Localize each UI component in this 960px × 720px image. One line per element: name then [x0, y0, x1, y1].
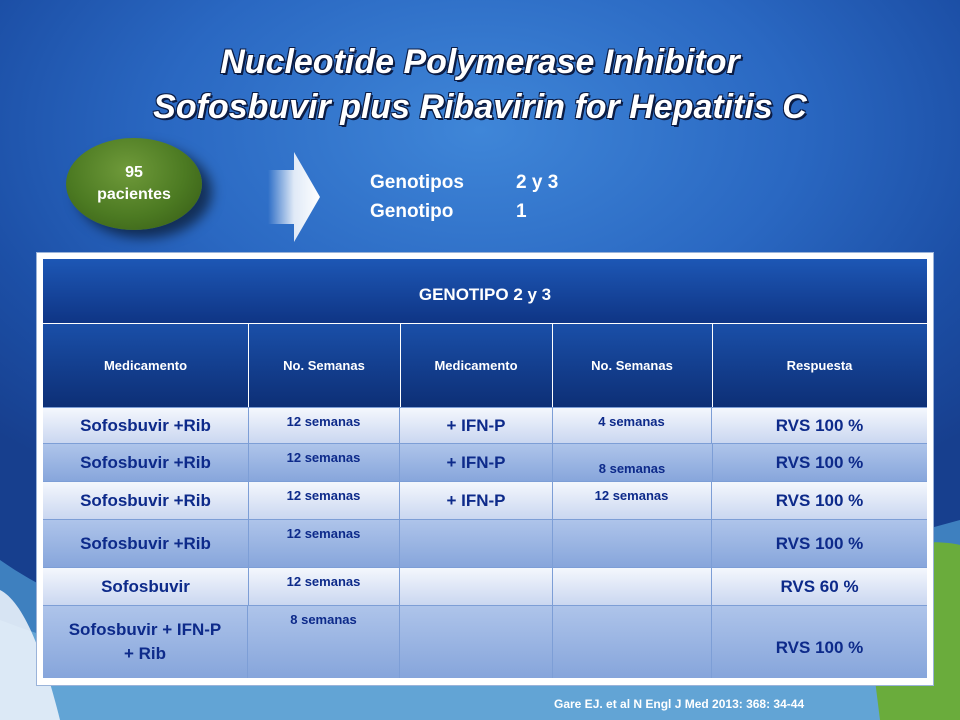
- response-cell: RVS 100 %: [775, 491, 864, 510]
- column-header-drug-1: Medicamento: [43, 324, 249, 407]
- table-row: [43, 443, 927, 482]
- patients-oval: [66, 138, 202, 230]
- genotype-value: 1: [516, 201, 527, 222]
- citation: Gare EJ. et al N Engl J Med 2013: 368: 34-44: [554, 697, 805, 711]
- table-header: GENOTIPO 2 y 3: [43, 259, 927, 324]
- response-cell: RVS 60 %: [780, 577, 859, 596]
- weeks-2-cell: [552, 568, 712, 606]
- weeks-1-cell: 12 semanas: [248, 520, 400, 568]
- drug-2-cell: + IFN-P: [400, 482, 553, 520]
- drug-2-cell: + IFN-P: [400, 444, 553, 482]
- weeks-2-cell: [552, 520, 712, 568]
- drug-2-cell: + IFN-P: [400, 408, 553, 444]
- weeks-2-cell: 4 semanas: [552, 408, 712, 444]
- drug-1-cell: Sofosbuvir +Rib: [43, 444, 249, 482]
- genotype-value: 2 y 3: [516, 172, 559, 193]
- weeks-1-cell: 12 semanas: [248, 568, 400, 606]
- drug-1-cell: Sofosbuvir +Rib: [43, 408, 249, 444]
- drug-2-cell: [400, 520, 553, 568]
- weeks-2-cell: 8 semanas: [552, 444, 713, 488]
- slide-title: [0, 40, 960, 130]
- response-cell: RVS 100 %: [775, 453, 864, 472]
- table-row: [43, 519, 927, 568]
- drug-2-cell: [400, 568, 553, 606]
- response-cell: RVS 100 %: [775, 416, 864, 435]
- drug-1-cell: Sofosbuvir + IFN-P + Rib: [43, 606, 248, 678]
- table-row: [43, 407, 927, 444]
- title-line-1: Nucleotide Polymerase Inhibitor: [220, 43, 740, 81]
- drug-2-cell: [400, 606, 553, 678]
- table-row: [43, 605, 927, 678]
- genotype-row: [370, 197, 558, 226]
- drug-1-cell: Sofosbuvir +Rib: [43, 482, 249, 520]
- column-header-response: Respuesta: [786, 358, 853, 373]
- response-cell: RVS 100 %: [775, 534, 864, 553]
- weeks-1-cell: 12 semanas: [248, 444, 400, 482]
- drug-1-cell: Sofosbuvir: [43, 568, 249, 606]
- genotype-label: Genotipo: [370, 201, 454, 222]
- weeks-1-cell: 8 semanas: [248, 606, 400, 678]
- genotypes-list: [370, 168, 558, 226]
- genotype-row: [370, 168, 558, 197]
- patients-label: pacientes: [97, 186, 171, 203]
- drug-1-cell: Sofosbuvir +Rib: [43, 520, 249, 568]
- column-headers: [43, 324, 927, 407]
- patients-count: 95: [125, 164, 143, 181]
- column-header-weeks-2: No. Semanas: [552, 324, 713, 407]
- response-cell: RVS 100 %: [775, 638, 864, 657]
- weeks-2-cell: [552, 606, 712, 678]
- chevron-arrow-icon: [268, 152, 320, 242]
- genotype-label: Genotipos: [370, 172, 464, 193]
- weeks-2-cell: 12 semanas: [552, 482, 712, 520]
- column-header-weeks-1: No. Semanas: [248, 324, 401, 407]
- table-row: [43, 567, 927, 606]
- table-row: [43, 481, 927, 520]
- weeks-1-cell: 12 semanas: [248, 408, 400, 444]
- results-table: [36, 252, 934, 686]
- weeks-1-cell: 12 semanas: [248, 482, 400, 520]
- title-line-2: Sofosbuvir plus Ribavirin for Hepatitis C: [153, 88, 807, 126]
- column-header-drug-2: Medicamento: [400, 324, 553, 407]
